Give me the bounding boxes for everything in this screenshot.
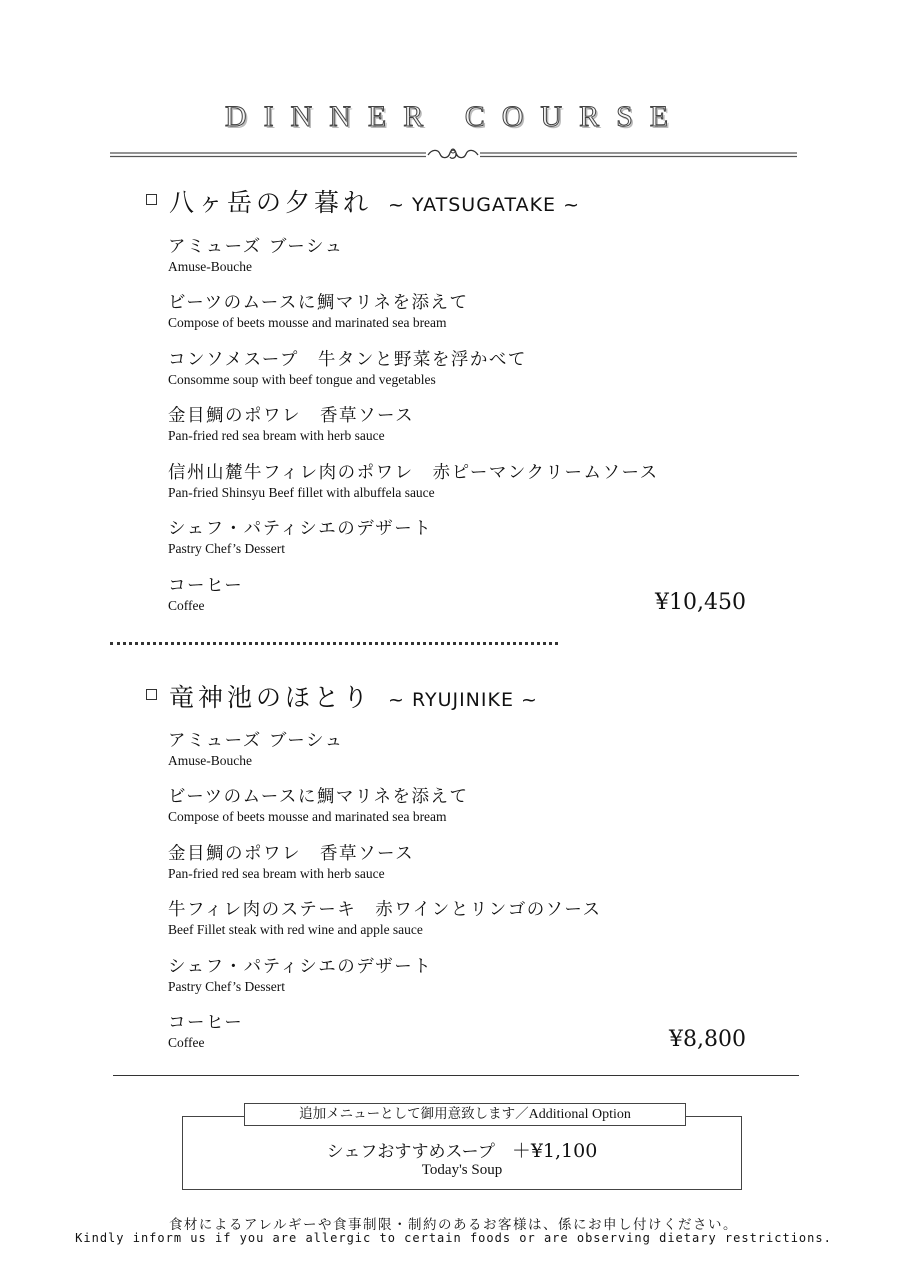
- checkbox-square-icon: [146, 689, 157, 700]
- dish-name-jp: アミューズ ブーシュ: [168, 731, 344, 751]
- menu-item: [168, 575, 243, 614]
- dish-name-jp: ビーツのムースに鯛マリネを添えて: [168, 293, 469, 313]
- menu-item: [168, 1012, 243, 1051]
- dish-name-jp: 信州山麓牛フィレ肉のポワレ 赤ピーマンクリームソース: [168, 463, 659, 483]
- dish-name-en: Pastry Chef’s Dessert: [168, 541, 285, 556]
- dish-name-jp: 金目鯛のポワレ 香草ソース: [168, 406, 415, 426]
- course-price: ¥10,450: [655, 590, 746, 615]
- menu-item: [168, 730, 344, 769]
- course-price: ¥8,800: [669, 1027, 746, 1052]
- menu-item: [168, 349, 527, 388]
- dish-name-en: Beef Fillet steak with red wine and apple sauce: [168, 922, 423, 937]
- allergy-notice-jp: 食材によるアレルギーや食事制限・制約のあるお客様は、係にお申し付けください。: [168, 1217, 739, 1233]
- dish-name-jp: コーヒー: [168, 1013, 244, 1033]
- course-name-jp: 八ヶ岳の夕暮れ: [169, 188, 373, 217]
- soup-price: ＋¥1,100: [511, 1140, 598, 1162]
- dotted-divider: [110, 642, 558, 645]
- dish-name-en: Coffee: [168, 598, 205, 613]
- dish-name-jp: コーヒー: [168, 576, 244, 596]
- menu-item: [168, 405, 414, 444]
- course-name-en: ~ RYUJINIKE ~: [388, 689, 538, 711]
- menu-item: [168, 292, 469, 331]
- dish-name-en: Pan-fried Shinsyu Beef fillet with albuffela sauce: [168, 485, 435, 500]
- dish-name-en: Pan-fried red sea bream with herb sauce: [168, 866, 385, 881]
- soup-name-en: Today's Soup: [421, 1162, 503, 1178]
- course-name-en: ~ YATSUGATAKE ~: [388, 194, 580, 216]
- dish-name-jp: シェフ・パティシエのデザート: [168, 957, 433, 977]
- dish-name-en: Compose of beets mousse and marinated sea bream: [168, 809, 447, 824]
- additional-option-label: [244, 1103, 686, 1126]
- menu-item: [168, 956, 432, 995]
- dish-name-en: Amuse-Bouche: [168, 753, 252, 768]
- dish-name-en: Pan-fried red sea bream with herb sauce: [168, 428, 385, 443]
- course-heading-ryujinike: [146, 678, 538, 714]
- checkbox-square-icon: [146, 194, 157, 205]
- dish-name-jp: アミューズ ブーシュ: [168, 237, 344, 257]
- menu-item: [168, 462, 659, 501]
- soup-name-jp: シェフおすすめスープ: [326, 1142, 495, 1162]
- menu-item: [168, 236, 344, 275]
- dish-name-en: Pastry Chef’s Dessert: [168, 979, 285, 994]
- additional-label-jp: 追加メニューとして御用意致します／: [299, 1106, 529, 1122]
- dish-name-jp: 金目鯛のポワレ 香草ソース: [168, 844, 415, 864]
- menu-item: [168, 518, 432, 557]
- course-name-jp: 竜神池のほとり: [169, 683, 373, 712]
- solid-divider: [113, 1075, 799, 1076]
- dish-name-en: Consomme soup with beef tongue and vegetables: [168, 372, 436, 387]
- dish-name-jp: コンソメスープ 牛タンと野菜を浮かべて: [168, 350, 527, 370]
- menu-title: DINNER COURSE: [224, 100, 686, 133]
- course-heading-yatsugatake: [146, 183, 580, 219]
- dish-name-en: Amuse-Bouche: [168, 259, 252, 274]
- menu-item: [168, 786, 469, 825]
- dish-name-en: Compose of beets mousse and marinated sea bream: [168, 315, 447, 330]
- menu-item: [168, 843, 414, 882]
- dish-name-jp: ビーツのムースに鯛マリネを添えて: [168, 787, 469, 807]
- ornament-divider: [110, 148, 797, 162]
- dish-name-en: Coffee: [168, 1035, 205, 1050]
- menu-item: [168, 899, 602, 938]
- additional-label-en: Additional Option: [528, 1107, 631, 1122]
- allergy-notice-en: Kindly inform us if you are allergic to certain foods or are observing dietary restrictions.: [75, 1231, 832, 1245]
- dish-name-jp: 牛フィレ肉のステーキ 赤ワインとリンゴのソース: [168, 900, 602, 920]
- dish-name-jp: シェフ・パティシエのデザート: [168, 519, 433, 539]
- soup-line: [182, 1136, 742, 1163]
